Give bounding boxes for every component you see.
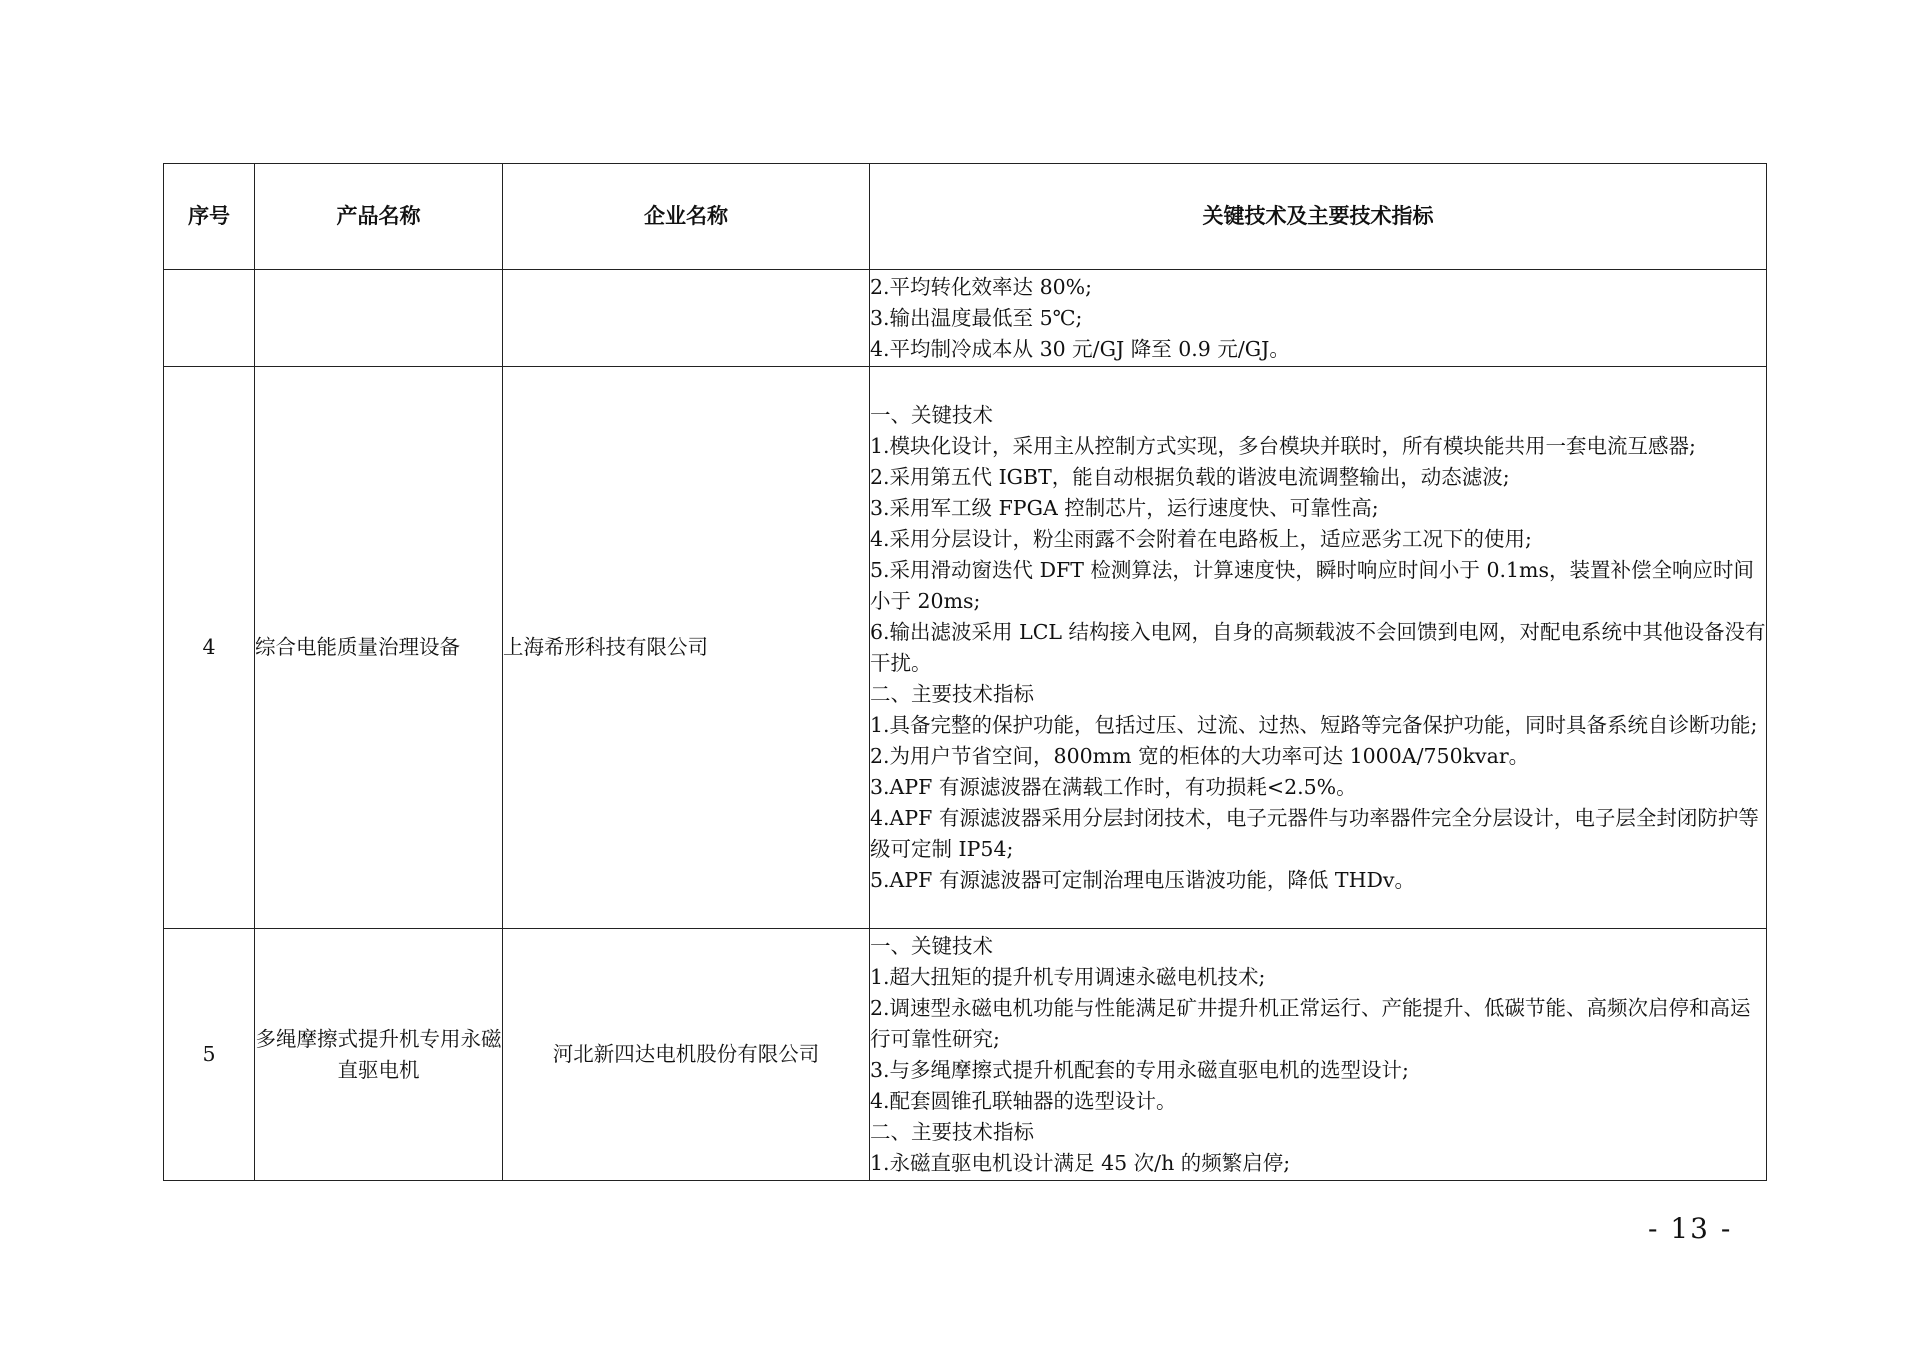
tech-line: 3.APF 有源滤波器在满载工作时，有功损耗<2.5%。 <box>870 774 1357 799</box>
tech-line: 1.具备完整的保护功能，包括过压、过流、过热、短路等完备保护功能，同时具备系统自诊断功能; <box>870 712 1758 737</box>
tech-line: 1.永磁直驱电机设计满足 45 次/h 的频繁启停; <box>870 1150 1291 1175</box>
tech-line: 3.采用军工级 FPGA 控制芯片，运行速度快、可靠性高; <box>870 495 1379 520</box>
tech-line: 4.采用分层设计，粉尘雨露不会附着在电路板上，适应恶劣工况下的使用; <box>870 526 1532 551</box>
cell-product <box>255 270 503 367</box>
tech-line: 3.与多绳摩擦式提升机配套的专用永磁直驱电机的选型设计; <box>870 1057 1409 1082</box>
cell-tech <box>870 929 1767 1181</box>
tech-line: 二、主要技术指标 <box>870 681 1034 706</box>
table-header-row <box>164 164 1767 270</box>
tech-line: 2.采用第五代 IGBT，能自动根据负载的谐波电流调整输出，动态滤波; <box>870 464 1510 489</box>
tech-line: 2.为用户节省空间，800mm 宽的柜体的大功率可达 1000A/750kvar。 <box>870 743 1530 768</box>
cell-no: 4 <box>164 367 255 929</box>
cell-no: 5 <box>164 929 255 1181</box>
table-row <box>164 929 1767 1181</box>
header-tech: 关键技术及主要技术指标 <box>870 164 1767 270</box>
tech-line: 4.APF 有源滤波器采用分层封闭技术，电子元器件与功率器件完全分层设计，电子层全封闭防护等级可定制 IP54; <box>870 805 1759 861</box>
tech-line: 4.平均制冷成本从 30 元/GJ 降至 0.9 元/GJ。 <box>870 336 1290 361</box>
tech-line: 二、主要技术指标 <box>870 1119 1034 1144</box>
tech-line: 4.配套圆锥孔联轴器的选型设计。 <box>870 1088 1177 1113</box>
cell-tech <box>870 367 1767 929</box>
cell-company: 上海希形科技有限公司 <box>503 367 870 929</box>
tech-line: 1.超大扭矩的提升机专用调速永磁电机技术; <box>870 964 1266 989</box>
header-no: 序号 <box>164 164 255 270</box>
cell-company: 河北新四达电机股份有限公司 <box>503 929 870 1181</box>
tech-line: 1.模块化设计，采用主从控制方式实现，多台模块并联时，所有模块能共用一套电流互感器; <box>870 433 1696 458</box>
product-table <box>163 163 1767 1181</box>
tech-line: 5.APF 有源滤波器可定制治理电压谐波功能，降低 THDv。 <box>870 867 1415 892</box>
tech-line: 一、关键技术 <box>870 933 993 958</box>
cell-tech <box>870 270 1767 367</box>
tech-line: 2.平均转化效率达 80%; <box>870 274 1093 299</box>
table-row <box>164 270 1767 367</box>
tech-line: 5.采用滑动窗迭代 DFT 检测算法，计算速度快，瞬时响应时间小于 0.1ms，装置补偿全响应时间小于 20ms; <box>870 557 1755 613</box>
cell-product: 综合电能质量治理设备 <box>255 367 503 929</box>
tech-line: 2.调速型永磁电机功能与性能满足矿井提升机正常运行、产能提升、低碳节能、高频次启停和高运行可靠性研究; <box>870 995 1751 1051</box>
cell-company <box>503 270 870 367</box>
tech-line: 3.输出温度最低至 5℃; <box>870 305 1083 330</box>
cell-product: 多绳摩擦式提升机专用永磁直驱电机 <box>255 929 503 1181</box>
header-product: 产品名称 <box>255 164 503 270</box>
table-row <box>164 367 1767 929</box>
tech-line: 一、关键技术 <box>870 402 993 427</box>
tech-line: 6.输出滤波采用 LCL 结构接入电网，自身的高频载波不会回馈到电网，对配电系统中其他设备没有干扰。 <box>870 619 1766 675</box>
cell-no <box>164 270 255 367</box>
page-number: - 13 - <box>1648 1212 1733 1245</box>
header-company: 企业名称 <box>503 164 870 270</box>
